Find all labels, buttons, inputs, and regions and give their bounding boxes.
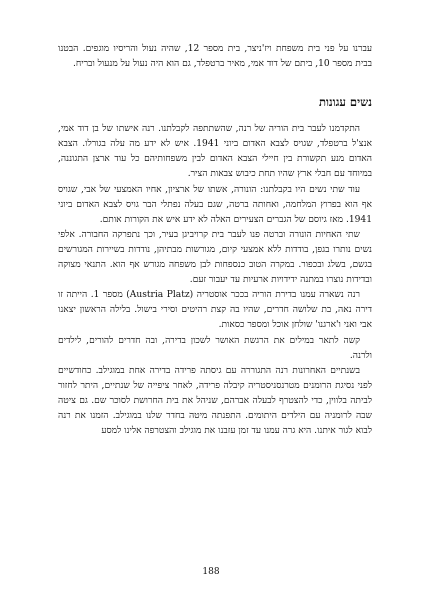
paragraph-2: עוד שתי נשים היו בקבלתנו: הונורה, אשתו של ארציון, אחיו האמצעי של אבי, שגויס אף הוא בפרוץ המלחמה, ואחותה ברטה, שגם בעלה נפתלי הבר גויס לצבא האדום ביוני 1941. מאז גיוסם של הגברים הצעירים האלה לא ידע איש את הקורות אותם. [58,184,372,225]
paragraph-3: שתי האחיות הונורה וברטה פנו לעבר בית קרויביגן בעיר, וכך נתפרקה החבורה. אלפי נשים נותרו בגפן, בודדות ללא אמצעי קיום, מגורשות מבתיהן, נודדות בשיירות המגורשים בגשם, בשלג ובכפור. במקרה הטוב כנספחות לבן משפחה מגורש אף הוא. התנאי מצוקה ובדידות נוצרו במתנה ידידויות ארעיות עד יעבור זעם. [58,229,372,286]
paragraph-4: רנה נשארה עמנו בדירת הוריה בככר אוסטריה (Austria Platz) מספר 1. הייתה זו דירה נאה, בת שלושה חדרים, שהיו בה קצת רהיטים וסירי בישול. בלילה הראשון יצאנו אבי ואני ו'ארגנו' שולחן אוכל ומספר כסאות. [58,290,372,331]
paragraph-1: התקדמנו לעבר בית הוריה של רנה, שהשתתפה לקבלתנו. רנה אישתו של בן דוד אמי, אנצ'ל ברטפלד, שגויס לצבא האדום ביוני 1941. איש לא ידע מה עלה בגורלו. הצבא האדום מנע תקשורת בין חיילי הצבא האדום לבין משפחותיהם כל עוד ארצן התגוננה, במיוחד עם חבלי ארץ שהיו תחת כיבוש צבאות הציר. [58,124,372,180]
paragraph-6: בשנתיים האחרונות רנה התגוררה עם גיסתה פרידה בדירה אחת במוגילב. כחודשיים לפני נסיגת הרומנים מטרנסניסטריה קיבלה פרידה, לאחר ציפייה של שנתיים, היתר לחזור לביתה בלווין, כדי להצטרף לבעלה אברהם, שניהל את בית החרושת לסוכר שם. גם ציטה שבה לרומניה עם הילדים היתומים. התפנתה מיטה בחדר שלנו במוגילב. הזמנו את רנה לבוא לגור איתנו. היא גרה עמנו עד זמן עזבנו את מוגילב והצטרפה אלינו למסע [58,365,372,437]
page-number: 188 [202,567,220,577]
paragraph-5: קשה לתאר במילים את הרגשת האושר לשכון בדירה, ובה חדרים להורים, לילדים ולרנה. [58,335,372,361]
body-text [58,42,372,439]
section-heading: נשים עגונות [318,95,372,110]
opening-paragraph: עברנו על פני בית משפחת ויז'ניצר, בית מספר 12, שהיה נעול והריסיו מוגפים. הבטנו בבית מספר 10, ביתם של דוד אמי, מאיר ברטפלד, גם הוא היה נעול על מנעול ובריח. [58,44,372,70]
